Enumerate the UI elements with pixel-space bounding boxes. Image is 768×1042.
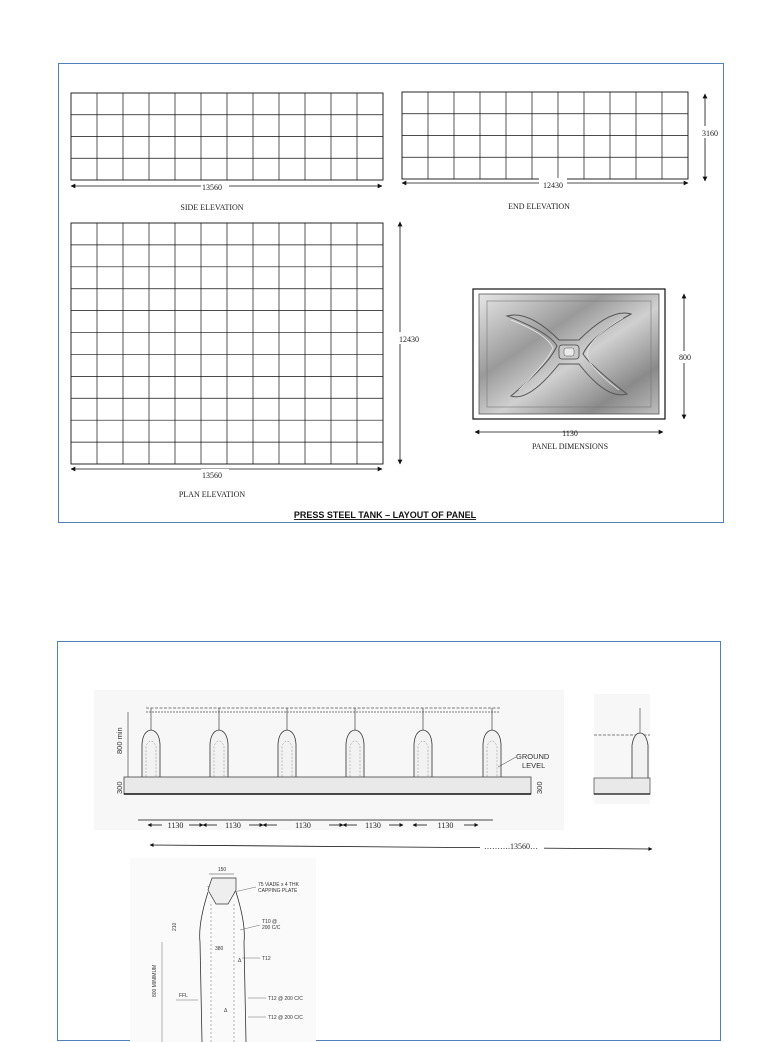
pier <box>414 730 432 782</box>
detail-top-width: 150 <box>217 867 227 873</box>
ground-level-label-2: LEVEL <box>522 761 546 770</box>
foundation-drawing <box>58 642 722 1042</box>
rebar-low-1: T12 @ 200 C/C <box>268 996 303 1002</box>
steel-panel-image <box>473 289 665 419</box>
ground-slab <box>124 777 531 794</box>
detail-side-label: 800 MINIMUM <box>152 964 158 997</box>
end-height-label: 3160 <box>702 129 718 138</box>
pier <box>346 730 364 782</box>
spacing-label: 1130 <box>365 821 381 830</box>
height-dim-label: 800 min <box>115 727 124 754</box>
layout-of-panel-figure <box>58 63 724 523</box>
ground-level-label-1: GROUND <box>516 752 550 761</box>
panel-dimensions-caption: PANEL DIMENSIONS <box>531 442 609 451</box>
side-length-label: 13560 <box>202 183 222 192</box>
spacing-label: 1130 <box>167 821 184 830</box>
capping-label-2: CAPPING PLATE <box>258 888 298 894</box>
detail-dim-380: 380 <box>215 946 224 952</box>
base-dim-label: 300 <box>115 781 124 794</box>
plan-elevation-caption: PLAN ELEVATION <box>178 490 246 499</box>
pier <box>142 730 160 782</box>
spacing-label: 1130 <box>225 821 241 830</box>
plan-length-label: 13560 <box>202 471 222 480</box>
side-elevation-caption: SIDE ELEVATION <box>180 203 244 212</box>
end-elevation-grid <box>402 92 688 179</box>
ffl-label: FFL <box>179 993 188 999</box>
pier <box>278 730 296 782</box>
pier <box>483 730 501 782</box>
rebar-top-1: T10 @ <box>262 919 278 925</box>
side-elevation-grid <box>71 93 383 180</box>
capping-label-1: 75 ViADE x 4 THK <box>258 882 299 888</box>
spacing-label: 1130 <box>437 821 454 830</box>
rebar-top-2: 200 C/C <box>262 925 281 931</box>
layout-drawing <box>59 64 725 524</box>
plan-width-label: 12430 <box>399 335 419 344</box>
end-length-label: 12430 <box>543 181 563 190</box>
foundation-figure <box>57 641 721 1041</box>
pier <box>210 730 228 782</box>
total-length-dimension-line <box>150 845 652 849</box>
total-length-label: ……….13560… <box>484 842 538 851</box>
plan-elevation-grid <box>71 223 383 464</box>
rebar-mid: T12 <box>262 956 271 962</box>
right-dim-label: 300 <box>535 781 544 794</box>
detail-delta-marker: Δ <box>238 958 242 964</box>
panel-width-label: 1130 <box>562 429 578 438</box>
end-elevation-caption: END ELEVATION <box>508 202 570 211</box>
detail-dim-210: 210 <box>172 922 178 931</box>
panel-height-label: 800 <box>679 353 691 362</box>
spacing-label: 1130 <box>295 821 311 830</box>
detail-delta-marker-2: Δ <box>224 1008 228 1014</box>
layout-title: PRESS STEEL TANK – LAYOUT OF PANEL <box>293 510 477 520</box>
pier-section-detail <box>130 858 316 1042</box>
rebar-low-2: T12 @ 200 C/C <box>268 1015 303 1021</box>
